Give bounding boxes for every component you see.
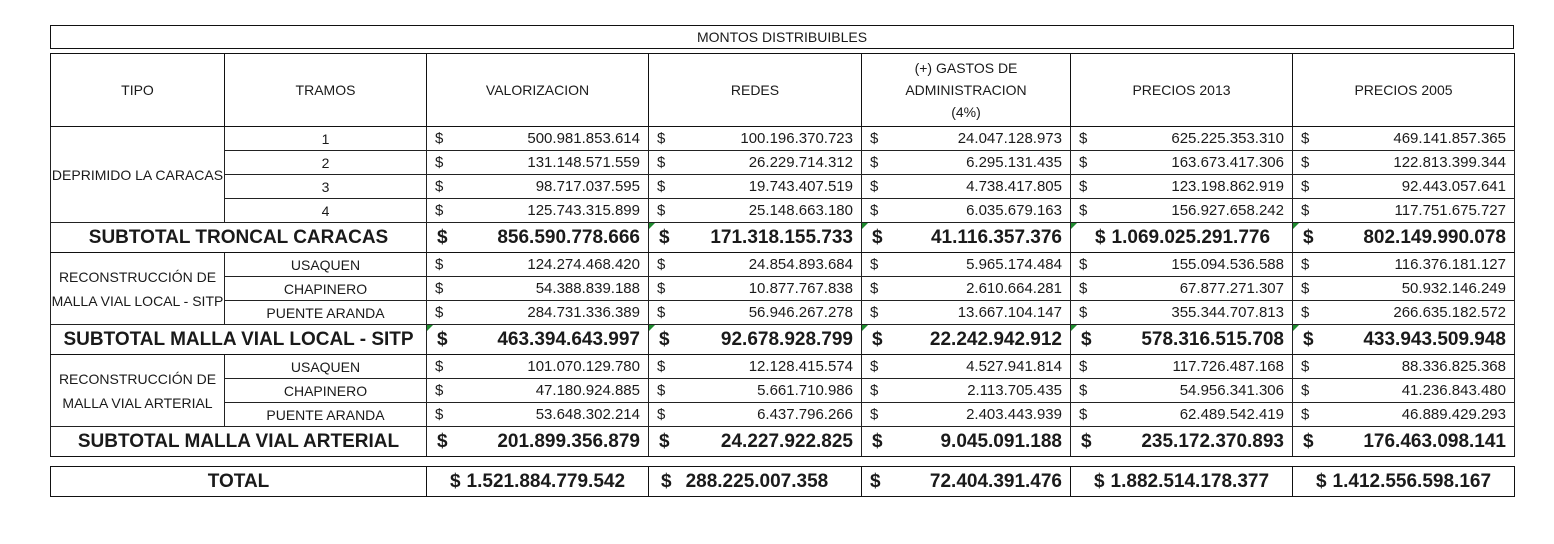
currency-symbol: $ [1094,226,1106,248]
currency-symbol: $ [1303,226,1314,248]
redes-cell [649,403,862,427]
valorizacion-cell [427,199,649,223]
currency-symbol: $ [1301,256,1310,273]
total-table [50,466,1515,497]
valorizacion-cell [427,127,649,151]
subtotal-precios2005 [1293,223,1515,253]
subtotal-label: SUBTOTAL MALLA VIAL LOCAL - SITP [51,325,427,355]
amount: 4.738.417.805 [966,178,1062,195]
amount: 856.590.778.666 [497,226,640,248]
subtotal-redes [649,427,862,457]
precios2013-cell [1071,277,1293,301]
amount: 123.198.862.919 [1171,178,1284,195]
amount: 235.172.370.893 [1141,430,1284,452]
amount: 171.318.155.733 [710,226,853,248]
currency-symbol: $ [1301,358,1310,375]
amount: 92.443.057.641 [1401,178,1506,195]
valorizacion-cell [427,277,649,301]
amount: 802.149.990.078 [1363,226,1506,248]
amount: 19.743.407.519 [748,178,853,195]
amount: 5.965.174.484 [966,256,1062,273]
tramo-cell: CHAPINERO [225,277,427,301]
amount: 88.336.825.368 [1401,358,1506,375]
amount: 201.899.356.879 [497,430,640,452]
total-gastos [862,467,1071,497]
currency-symbol: $ [1303,430,1314,452]
amount: 4.527.941.814 [966,358,1062,375]
currency-symbol: $ [657,256,666,273]
amount: 355.344.707.813 [1171,304,1284,321]
header-precios-2005: PRECIOS 2005 [1293,54,1515,127]
gastos-cell [862,379,1071,403]
currency-symbol: $ [449,470,461,492]
redes-cell [649,277,862,301]
redes-cell [649,379,862,403]
currency-symbol: $ [872,430,883,452]
currency-symbol: $ [870,406,879,423]
amount: 6.035.679.163 [966,202,1062,219]
currency-symbol: $ [1079,280,1088,297]
currency-symbol: $ [872,328,883,350]
currency-symbol: $ [870,358,879,375]
currency-symbol: $ [1079,382,1088,399]
amount: 463.394.643.997 [497,328,640,350]
amount: 54.388.839.188 [535,280,640,297]
precios2013-cell [1071,199,1293,223]
currency-symbol: $ [437,328,448,350]
currency-symbol: $ [657,154,666,171]
amount: 625.225.353.310 [1171,130,1284,147]
amount: 5.661.710.986 [757,382,853,399]
precios2005-cell [1293,175,1515,199]
currency-symbol: $ [870,202,879,219]
precios2005-cell [1293,127,1515,151]
subtotal-row [51,325,1515,355]
currency-symbol: $ [870,178,879,195]
total-redes [649,467,862,497]
header-tipo: TIPO [51,54,225,127]
currency-symbol: $ [657,304,666,321]
currency-symbol: $ [657,358,666,375]
table-row [51,301,1515,325]
precios2005-cell [1293,253,1515,277]
precios2013-cell [1071,127,1293,151]
subtotal-redes [649,325,862,355]
table-row [51,277,1515,301]
currency-symbol: $ [1079,202,1088,219]
precios2013-cell [1071,175,1293,199]
amount: 98.717.037.595 [535,178,640,195]
tramo-cell: PUENTE ARANDA [225,403,427,427]
precios2013-cell [1071,355,1293,379]
table-body [51,127,1515,457]
amount: 122.813.399.344 [1393,154,1506,171]
redes-cell [649,175,862,199]
currency-symbol: $ [435,406,444,423]
precios2013-cell [1071,301,1293,325]
amount: 46.889.429.293 [1401,406,1506,423]
currency-symbol: $ [435,256,444,273]
subtotal-precios2013 [1071,427,1293,457]
amount: 1.069.025.291.776 [1111,226,1271,248]
amount: 24.047.128.973 [957,130,1062,147]
gastos-cell [862,199,1071,223]
precios2013-cell [1071,403,1293,427]
precios2005-cell [1293,403,1515,427]
total-row [51,467,1515,497]
amount: 41.236.843.480 [1401,382,1506,399]
group-tipo: DEPRIMIDO LA CARACAS [51,127,225,223]
amount: 266.635.182.572 [1393,304,1506,321]
amount: 6.437.796.266 [757,406,853,423]
currency-symbol: $ [659,430,670,452]
subtotal-gastos [862,325,1071,355]
currency-symbol: $ [659,226,670,248]
currency-symbol: $ [657,280,666,297]
amount: 2.113.705.435 [967,382,1062,399]
subtotal-precios2013 [1071,325,1293,355]
subtotal-valorizacion [427,325,649,355]
redes-cell [649,199,862,223]
currency-symbol: $ [1079,358,1088,375]
amount: 1.882.514.178.377 [1110,470,1270,492]
amount: 117.751.675.727 [1394,202,1506,219]
table-row [51,403,1515,427]
subtotal-label: SUBTOTAL TRONCAL CARACAS [51,223,427,253]
precios2013-cell [1071,151,1293,175]
currency-symbol: $ [1301,280,1310,297]
amounts-table [50,53,1515,457]
gastos-cell [862,403,1071,427]
currency-symbol: $ [870,154,879,171]
currency-symbol: $ [657,178,666,195]
subtotal-valorizacion [427,427,649,457]
tramo-cell: 3 [225,175,427,199]
amount: 116.376.181.127 [1394,256,1506,273]
amount: 25.148.663.180 [748,202,853,219]
amount: 50.932.146.249 [1401,280,1506,297]
header-precios-2013: PRECIOS 2013 [1071,54,1293,127]
precios2013-cell [1071,379,1293,403]
currency-symbol: $ [435,202,444,219]
tramo-cell: PUENTE ARANDA [225,301,427,325]
subtotal-valorizacion [427,223,649,253]
header-gastos-line2: ADMINISTRACION [905,82,1027,98]
subtotal-label: SUBTOTAL MALLA VIAL ARTERIAL [51,427,427,457]
gastos-cell [862,253,1071,277]
amount: 67.877.271.307 [1179,280,1284,297]
currency-symbol: $ [657,130,666,147]
currency-symbol: $ [437,226,448,248]
precios2005-cell [1293,277,1515,301]
valorizacion-cell [427,355,649,379]
amount: 100.196.370.723 [740,130,853,147]
gastos-cell [862,127,1071,151]
precios2005-cell [1293,151,1515,175]
table-row [51,355,1515,379]
header-redes: REDES [649,54,862,127]
currency-symbol: $ [435,130,444,147]
total-precios-2005 [1293,467,1515,497]
currency-symbol: $ [870,304,879,321]
amount: 22.242.942.912 [929,328,1062,350]
amount: 13.667.104.147 [957,304,1062,321]
amount: 6.295.131.435 [966,154,1062,171]
redes-cell [649,301,862,325]
currency-symbol: $ [659,328,670,350]
amount: 47.180.924.885 [535,382,640,399]
currency-symbol: $ [1301,130,1310,147]
amount: 24.854.893.684 [748,256,853,273]
amount: 2.610.664.281 [966,280,1062,297]
subtotal-row [51,223,1515,253]
currency-symbol: $ [657,406,666,423]
amount: 578.316.515.708 [1141,328,1284,350]
gastos-cell [862,301,1071,325]
header-gastos [862,54,1071,127]
subtotal-row [51,427,1515,457]
currency-symbol: $ [870,280,879,297]
gastos-cell [862,277,1071,301]
amount: 12.128.415.574 [748,358,853,375]
header-gastos-line3: (4%) [951,104,981,120]
redes-cell [649,127,862,151]
tramo-cell: 2 [225,151,427,175]
valorizacion-cell [427,301,649,325]
currency-symbol: $ [1303,328,1314,350]
amount: 1.412.556.598.167 [1332,470,1492,492]
table-row [51,151,1515,175]
tramo-cell: 1 [225,127,427,151]
amount: 24.227.922.825 [720,430,853,452]
amount: 155.094.536.588 [1171,256,1284,273]
subtotal-precios2005 [1293,427,1515,457]
amount: 176.463.098.141 [1363,430,1506,452]
subtotal-precios2013 [1071,223,1293,253]
amount: 163.673.417.306 [1171,154,1284,171]
table-row [51,127,1515,151]
precios2005-cell [1293,379,1515,403]
currency-symbol: $ [1301,382,1310,399]
amount: 125.743.315.899 [527,202,640,219]
currency-symbol: $ [1079,178,1088,195]
amount: 131.148.571.559 [527,154,640,171]
precios2005-cell [1293,199,1515,223]
header-gastos-line1: (+) GASTOS DE [914,60,1018,76]
currency-symbol: $ [657,382,666,399]
amount: 54.956.341.306 [1179,382,1284,399]
currency-symbol: $ [1079,304,1088,321]
currency-symbol: $ [1081,328,1092,350]
currency-symbol: $ [435,304,444,321]
group-tipo: RECONSTRUCCIÓN DE MALLA VIAL LOCAL - SITP [51,253,225,325]
currency-symbol: $ [1315,470,1327,492]
amount: 500.981.853.614 [527,130,640,147]
currency-symbol: $ [1079,256,1088,273]
table-title: MONTOS DISTRIBUIBLES [50,25,1514,49]
table-row [51,199,1515,223]
amount: 469.141.857.365 [1393,130,1506,147]
currency-symbol: $ [870,470,881,492]
amount: 10.877.767.838 [748,280,853,297]
amount: 41.116.357.376 [930,226,1062,248]
currency-symbol: $ [870,130,879,147]
currency-symbol: $ [1081,430,1092,452]
currency-symbol: $ [1079,130,1088,147]
table-row [51,379,1515,403]
currency-symbol: $ [437,430,448,452]
amount: 288.225.007.358 [685,470,829,492]
valorizacion-cell [427,253,649,277]
table-row [51,253,1515,277]
currency-symbol: $ [1079,406,1088,423]
amount: 156.927.658.242 [1171,202,1284,219]
redes-cell [649,253,862,277]
amount: 72.404.391.476 [929,470,1062,492]
gastos-cell [862,175,1071,199]
table-row [51,175,1515,199]
amount: 124.274.468.420 [527,256,640,273]
subtotal-precios2005 [1293,325,1515,355]
amount: 56.946.267.278 [748,304,853,321]
currency-symbol: $ [1301,304,1310,321]
currency-symbol: $ [435,178,444,195]
header-valorizacion: VALORIZACION [427,54,649,127]
subtotal-redes [649,223,862,253]
valorizacion-cell [427,379,649,403]
precios2005-cell [1293,355,1515,379]
redes-cell [649,355,862,379]
total-precios-2013 [1071,467,1293,497]
currency-symbol: $ [870,256,879,273]
currency-symbol: $ [657,202,666,219]
valorizacion-cell [427,175,649,199]
amount: 101.070.129.780 [527,358,640,375]
currency-symbol: $ [1301,406,1310,423]
amount: 284.731.336.389 [527,304,640,321]
subtotal-gastos [862,427,1071,457]
precios2005-cell [1293,301,1515,325]
currency-symbol: $ [435,382,444,399]
gastos-cell [862,151,1071,175]
currency-symbol: $ [435,154,444,171]
header-tramos: TRAMOS [225,54,427,127]
precios2013-cell [1071,253,1293,277]
amount: 26.229.714.312 [748,154,853,171]
subtotal-gastos [862,223,1071,253]
amount: 9.045.091.188 [940,430,1062,452]
valorizacion-cell [427,403,649,427]
amount: 2.403.443.939 [966,406,1062,423]
currency-symbol: $ [1301,178,1310,195]
gastos-cell [862,355,1071,379]
currency-symbol: $ [1093,470,1105,492]
header-row [51,54,1515,127]
amount: 92.678.928.799 [720,328,853,350]
currency-symbol: $ [870,382,879,399]
total-valorizacion [427,467,649,497]
tramo-cell: USAQUEN [225,355,427,379]
group-tipo: RECONSTRUCCIÓN DE MALLA VIAL ARTERIAL [51,355,225,427]
amount: 53.648.302.214 [535,406,640,423]
currency-symbol: $ [1079,154,1088,171]
amount: 117.726.487.168 [1172,358,1284,375]
total-label: TOTAL [51,467,427,497]
currency-symbol: $ [435,358,444,375]
tramo-cell: USAQUEN [225,253,427,277]
amount: 433.943.509.948 [1363,328,1506,350]
currency-symbol: $ [1301,154,1310,171]
redes-cell [649,151,862,175]
tramo-cell: CHAPINERO [225,379,427,403]
currency-symbol: $ [872,226,883,248]
valorizacion-cell [427,151,649,175]
currency-symbol: $ [661,470,672,492]
currency-symbol: $ [1301,202,1310,219]
currency-symbol: $ [435,280,444,297]
tramo-cell: 4 [225,199,427,223]
amount: 1.521.884.779.542 [466,470,626,492]
amount: 62.489.542.419 [1179,406,1284,423]
